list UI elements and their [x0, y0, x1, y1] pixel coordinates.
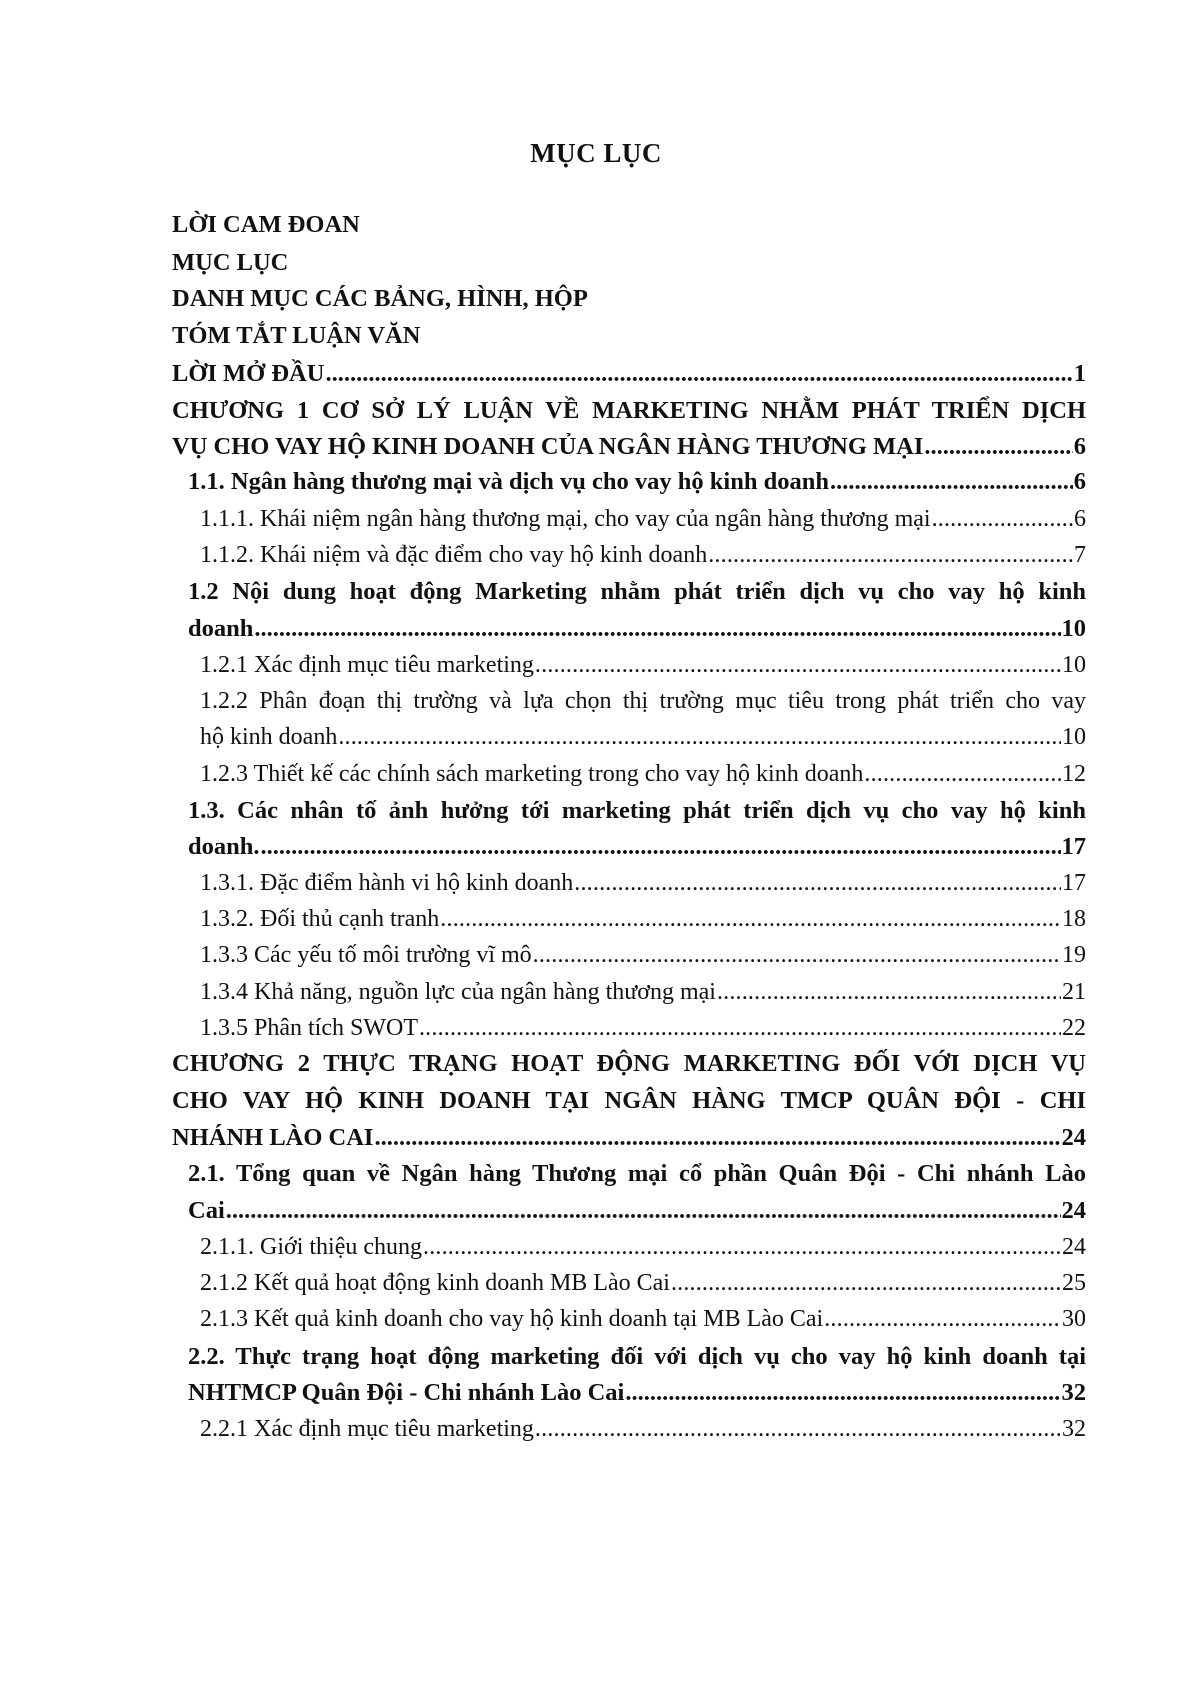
toc-front-muc-luc: MỤC LỤC	[172, 249, 289, 276]
toc-page-number: 6	[1073, 468, 1086, 495]
dot-leader	[419, 1009, 1061, 1047]
toc-entry-text: 1.3.5 Phân tích SWOT	[200, 1015, 418, 1041]
toc-subsection-1-3-1[interactable]	[200, 864, 1086, 902]
dot-leader	[325, 355, 1072, 393]
toc-page-number: 32	[1062, 1416, 1086, 1442]
toc-section-1-2-line2[interactable]	[188, 610, 1086, 648]
toc-entry-text: 1.1. Ngân hàng thương mại và dịch vụ cho vay hộ kinh doanh	[188, 468, 829, 495]
toc-page-number: 24	[1062, 1234, 1086, 1260]
dot-leader	[824, 1300, 1061, 1338]
toc-subsection-1-2-1[interactable]	[200, 646, 1086, 684]
toc-subsection-1-1-1[interactable]	[200, 500, 1086, 538]
toc-entry-text: Cai	[188, 1197, 225, 1224]
toc-page-number: 18	[1062, 906, 1086, 932]
toc-entry-text: LỜI MỞ ĐẦU	[172, 360, 325, 387]
toc-page-number: 30	[1062, 1306, 1086, 1332]
dot-leader	[338, 718, 1061, 756]
toc-chapter-2-line2[interactable]: CHO VAY HỘ KINH DOANH TẠI NGÂN HÀNG TMCP QUÂN ĐỘI - CHI	[172, 1087, 1086, 1114]
toc-subsection-2-2-1[interactable]	[200, 1410, 1086, 1448]
toc-chapter-1-line1[interactable]: CHƯƠNG 1 CƠ SỞ LÝ LUẬN VỀ MARKETING NHẰM PHÁT TRIỂN DỊCH	[172, 397, 1086, 424]
toc-entry-text: 2.1.3 Kết quả kinh doanh cho vay hộ kinh doanh tại MB Lào Cai	[200, 1306, 824, 1332]
toc-section-1-2-line1[interactable]: 1.2 Nội dung hoạt động Marketing nhằm phát triển dịch vụ cho vay hộ kinh	[188, 578, 1086, 605]
toc-page-number: 17	[1062, 870, 1086, 896]
page-title: MỤC LỤC	[530, 138, 662, 168]
toc-entry-text: 1.2.3 Thiết kế các chính sách marketing trong cho vay hộ kinh doanh	[200, 761, 864, 787]
toc-front-loi-cam-doan: LỜI CAM ĐOAN	[172, 211, 360, 238]
dot-leader	[423, 1228, 1061, 1266]
dot-leader	[440, 900, 1061, 938]
toc-page-number: 32	[1061, 1379, 1086, 1406]
toc-entry-text: 1.2.1 Xác định mục tiêu marketing	[200, 652, 534, 678]
dot-leader	[533, 936, 1061, 974]
dot-leader	[535, 1410, 1061, 1448]
toc-subsection-1-2-2-line2[interactable]	[200, 718, 1086, 756]
toc-chapter-1-line2[interactable]	[172, 428, 1086, 466]
toc-page-number: 7	[1074, 542, 1086, 568]
toc-subsection-1-3-2[interactable]	[200, 900, 1086, 938]
toc-entry-text: doanh.	[188, 833, 260, 860]
toc-section-1-3-line2[interactable]	[188, 828, 1086, 866]
toc-section-2-2-line2[interactable]	[188, 1374, 1086, 1412]
toc-subsection-2-1-1[interactable]	[200, 1228, 1086, 1266]
toc-entry-loi-mo-dau[interactable]	[172, 355, 1086, 393]
toc-page-number: 10	[1061, 615, 1086, 642]
toc-subsection-1-3-5[interactable]	[200, 1009, 1086, 1047]
toc-entry-text: 1.3.2. Đối thủ cạnh tranh	[200, 906, 440, 932]
dot-leader	[717, 973, 1061, 1011]
toc-entry-text: 2.1.2 Kết quả hoạt động kinh doanh MB Lào Cai	[200, 1270, 670, 1296]
toc-page-number: 17	[1061, 833, 1086, 860]
toc-entry-text: VỤ CHO VAY HỘ KINH DOANH CỦA NGÂN HÀNG THƯƠNG MẠI	[172, 433, 924, 460]
dot-leader	[254, 610, 1060, 648]
dot-leader	[830, 463, 1073, 501]
toc-page-number: 22	[1062, 1015, 1086, 1041]
toc-page-number: 24	[1061, 1197, 1086, 1224]
toc-subsection-1-1-2[interactable]	[200, 536, 1086, 574]
dot-leader	[574, 864, 1061, 902]
toc-page-number: 24	[1061, 1124, 1086, 1151]
toc-entry-text: NHÁNH LÀO CAI	[172, 1124, 374, 1151]
toc-subsection-2-1-3[interactable]	[200, 1300, 1086, 1338]
toc-subsection-1-2-2-line1[interactable]: 1.2.2 Phân đoạn thị trường và lựa chọn thị trường mục tiêu trong phát triển cho vay	[200, 688, 1086, 714]
dot-leader	[708, 536, 1073, 574]
toc-entry-text: 1.3.3 Các yếu tố môi trường vĩ mô	[200, 942, 532, 968]
dot-leader	[535, 646, 1061, 684]
toc-page-number: 1	[1073, 360, 1086, 387]
toc-subsection-1-3-3[interactable]	[200, 936, 1086, 974]
toc-chapter-2-line3[interactable]	[172, 1119, 1086, 1157]
toc-page-number: 21	[1062, 979, 1086, 1005]
toc-section-1-1[interactable]	[188, 463, 1086, 501]
toc-front-tom-tat: TÓM TẮT LUẬN VĂN	[172, 322, 421, 349]
toc-subsection-2-1-2[interactable]	[200, 1264, 1086, 1302]
toc-section-2-1-line1[interactable]: 2.1. Tổng quan về Ngân hàng Thương mại cổ phần Quân Đội - Chi nhánh Lào	[188, 1160, 1086, 1187]
dot-leader	[924, 428, 1072, 466]
toc-section-1-3-line1[interactable]: 1.3. Các nhân tố ảnh hưởng tới marketing phát triển dịch vụ cho vay hộ kinh	[188, 797, 1086, 824]
toc-entry-text: doanh	[188, 615, 254, 642]
toc-front-danh-muc: DANH MỤC CÁC BẢNG, HÌNH, HỘP	[172, 285, 588, 312]
dot-leader	[932, 500, 1073, 538]
dot-leader	[625, 1374, 1060, 1412]
toc-entry-text: 2.2.1 Xác định mục tiêu marketing	[200, 1416, 534, 1442]
toc-page-number: 25	[1062, 1270, 1086, 1296]
toc-chapter-2-line1[interactable]: CHƯƠNG 2 THỰC TRẠNG HOẠT ĐỘNG MARKETING ĐỐI VỚI DỊCH VỤ	[172, 1050, 1086, 1077]
toc-page-number: 10	[1062, 724, 1086, 750]
dot-leader	[671, 1264, 1061, 1302]
toc-entry-text: 2.1.1. Giới thiệu chung	[200, 1234, 422, 1260]
toc-entry-text: hộ kinh doanh	[200, 724, 338, 750]
toc-page-number: 12	[1062, 761, 1086, 787]
toc-page-number: 6	[1073, 433, 1086, 460]
toc-subsection-1-3-4[interactable]	[200, 973, 1086, 1011]
toc-page-number: 6	[1074, 506, 1086, 532]
toc-entry-text: 1.1.1. Khái niệm ngân hàng thương mại, cho vay của ngân hàng thương mại	[200, 506, 931, 532]
toc-section-2-1-line2[interactable]	[188, 1192, 1086, 1230]
dot-leader	[261, 828, 1061, 866]
dot-leader	[374, 1119, 1060, 1157]
toc-entry-text: 1.1.2. Khái niệm và đặc điểm cho vay hộ kinh doanh	[200, 542, 708, 568]
toc-page-number: 19	[1062, 942, 1086, 968]
toc-entry-text: 1.3.1. Đặc điểm hành vi hộ kinh doanh	[200, 870, 574, 896]
toc-page-number: 10	[1062, 652, 1086, 678]
toc-section-2-2-line1[interactable]: 2.2. Thực trạng hoạt động marketing đối với dịch vụ cho vay hộ kinh doanh tại	[188, 1343, 1086, 1370]
toc-subsection-1-2-3[interactable]	[200, 755, 1086, 793]
toc-entry-text: 1.3.4 Khả năng, nguồn lực của ngân hàng thương mại	[200, 979, 716, 1005]
toc-entry-text: NHTMCP Quân Đội - Chi nhánh Lào Cai	[188, 1379, 625, 1406]
dot-leader	[864, 755, 1061, 793]
dot-leader	[226, 1192, 1061, 1230]
